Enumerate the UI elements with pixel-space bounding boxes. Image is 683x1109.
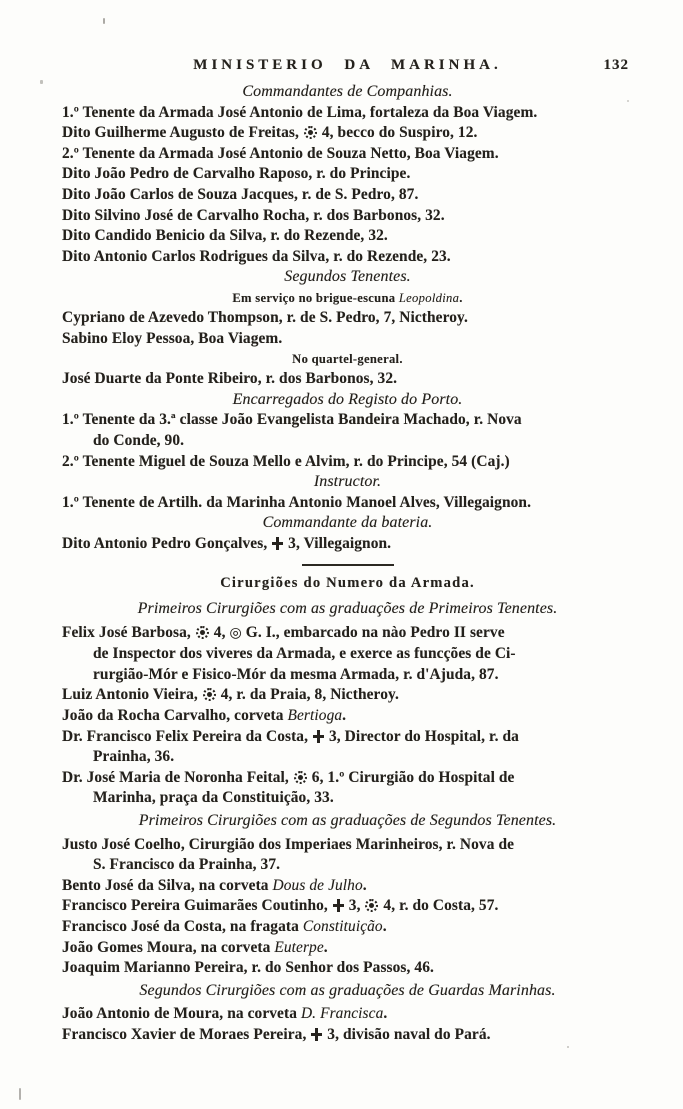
entry-line: Dito Antonio Pedro Gonçalves, 3, Villegaignon. [62,534,392,552]
section-note: Em serviço no brigue-escuna Leopoldina. [232,290,463,305]
entry-continuation-line: Marinha, praça da Constituição, 33. [93,789,334,807]
scan-speck [567,1046,569,1048]
cross-medal-icon [333,899,344,912]
rosette-medal-icon [304,126,317,139]
section-heading: Segundos Tenentes. [284,268,411,286]
rosette-medal-icon [203,688,216,701]
scan-speck [40,80,43,84]
entry-line: 1.º Tenente da 3.ª classe João Evangelista Bandeira Machado, r. Nova [62,411,522,429]
entry-line: Dito João Pedro de Carvalho Raposo, r. do Principe. [62,165,411,183]
entry-line: Cypriano de Azevedo Thompson, r. de S. Pedro, 7, Nictheroy. [62,308,468,326]
section-heading: Commandantes de Companhias. [242,83,453,100]
entry-continuation-line: de Inspector dos viveres da Armada, e exerce as funcções de Ci- [93,645,516,663]
entry-line: 2.º Tenente Miguel de Souza Mello e Alvim, r. do Principe, 54 (Caj.) [62,452,510,470]
entry-line: João Antonio de Moura, na corveta D. Francisca. [62,1005,388,1023]
entry-line: Francisco Xavier de Moraes Pereira, 3, divisão naval do Pará. [62,1025,491,1043]
section-subheading: Segundos Cirurgiões com as graduações de Guardas Marinhas. [139,981,556,999]
section-note: No quartel-general. [292,352,403,367]
scan-speck [627,100,629,102]
entry-continuation-line: Prainha, 36. [93,748,175,766]
entry-line: Bento José da Silva, na corveta Dous de Julho. [62,876,367,894]
entry-line: João Gomes Moura, na corveta Euterpe. [62,938,328,956]
entry-continuation-line: S. Francisco da Prainha, 37. [93,856,281,874]
entry-line: Felix José Barbosa, 4, ◎ G. I., embarcado na nào Pedro II serve [62,623,505,641]
entry-continuation-line: rurgião-Mór e Fisico-Mór da mesma Armada, r. d'Ajuda, 87. [93,665,499,683]
entry-line: 2.º Tenente da Armada José Antonio de Souza Netto, Boa Viagem. [62,144,499,162]
page-lines [62,82,633,1046]
entry-line: Dr. Francisco Felix Pereira da Costa, 3, Director do Hospital, r. da [62,727,519,745]
entry-continuation-line: do Conde, 90. [93,431,185,449]
entry-line: Joaquim Marianno Pereira, r. do Senhor dos Passos, 46. [62,959,434,977]
section-divider [302,564,394,566]
entry-line: José Duarte da Ponte Ribeiro, r. dos Barbonos, 32. [62,370,398,388]
entry-line: 1.º Tenente de Artilh. da Marinha Antonio Manoel Alves, Villegaignon. [62,493,532,511]
running-head [62,56,633,78]
section-title: Cirurgiões do Numero da Armada. [220,575,475,592]
rosette-medal-icon [294,771,307,784]
entry-line: Dr. José Maria de Noronha Feital, 6, 1.º Cirurgião do Hospital de [62,768,515,786]
cross-medal-icon [272,537,283,550]
section-heading: Encarregados do Registo do Porto. [232,390,463,408]
rosette-medal-icon [365,899,378,912]
section-subheading: Primeiros Cirurgiões com as graduações de Primeiros Tenentes. [137,600,558,618]
entry-line: Dito Silvino José de Carvalho Rocha, r. dos Barbonos, 32. [62,206,445,224]
entry-line: Dito Antonio Carlos Rodrigues da Silva, r. do Rezende, 23. [62,247,451,265]
section-heading: Instructor. [313,473,382,491]
entry-line: Dito Guilherme Augusto de Freitas, 4, becco do Suspiro, 12. [62,124,478,142]
medal-circle-icon: ◎ [229,625,242,641]
page-number: 132 [603,57,629,73]
entry-line: 1.º Tenente da Armada José Antonio de Lima, fortaleza da Boa Viagem. [62,103,538,121]
entry-line: Sabino Eloy Pessoa, Boa Viagem. [62,329,283,347]
cross-medal-icon [313,730,324,743]
entry-line: Dito Candido Benicio da Silva, r. do Rezende, 32. [62,227,388,245]
scan-speck [19,1088,21,1100]
rosette-medal-icon [196,626,209,639]
entry-line: João da Rocha Carvalho, corveta Bertioga. [62,707,347,725]
entry-line: Francisco José da Costa, na fragata Constituição. [62,917,387,935]
entry-line: Luiz Antonio Vieira, 4, r. da Praia, 8, Nictheroy. [62,686,399,704]
entry-line: Justo José Coelho, Cirurgião dos Imperiaes Marinheiros, r. Nova de [62,835,515,853]
entry-line: Francisco Pereira Guimarães Coutinho, 3, 4, r. do Costa, 57. [62,897,499,915]
cross-medal-icon [311,1028,322,1041]
page-title: MINISTERIO DA MARINHA. [193,57,502,73]
entry-line: Dito João Carlos de Souza Jacques, r. de S. Pedro, 87. [62,185,419,203]
scan-speck [103,18,105,24]
section-heading: Commandante da bateria. [262,514,433,532]
section-subheading: Primeiros Cirurgiões com as graduações de Segundos Tenentes. [138,812,557,829]
